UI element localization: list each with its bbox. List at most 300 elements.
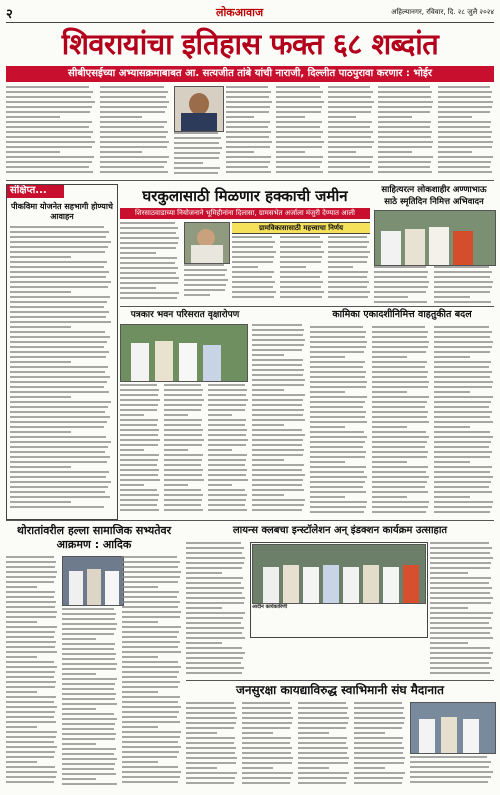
text-line (120, 252, 156, 254)
tree-story-column-1 (120, 384, 160, 516)
text-line (354, 757, 405, 759)
text-line (186, 712, 235, 714)
text-line (120, 227, 178, 229)
text-line (276, 96, 321, 98)
text-line (186, 782, 234, 784)
text-line (328, 276, 367, 278)
text-line (280, 266, 306, 268)
text-line (434, 366, 489, 368)
text-line (10, 471, 109, 473)
text-line (122, 596, 177, 598)
text-line (372, 336, 427, 338)
text-line (6, 126, 89, 128)
text-line (328, 281, 369, 283)
text-line (252, 364, 302, 366)
text-line (10, 411, 105, 413)
text-line (10, 446, 108, 448)
text-line (6, 746, 57, 748)
text-line (434, 296, 470, 298)
text-line (438, 126, 490, 128)
text-line (62, 738, 115, 740)
text-line (120, 464, 157, 466)
text-line (430, 547, 492, 549)
text-line (10, 226, 104, 228)
text-line (430, 602, 491, 604)
text-line (164, 409, 201, 411)
text-line (208, 469, 247, 471)
text-line (208, 399, 248, 401)
text-line (6, 736, 56, 738)
text-line (120, 489, 157, 491)
text-line (328, 131, 373, 133)
text-line (276, 151, 305, 153)
text-line (434, 371, 492, 373)
text-line (280, 271, 322, 273)
text-line (298, 747, 348, 749)
text-line (310, 476, 367, 478)
land-story-column-4 (280, 236, 324, 302)
right-story-photo (374, 210, 496, 266)
text-line (6, 86, 89, 88)
text-line (372, 351, 426, 353)
text-line (186, 652, 245, 654)
text-line (430, 607, 468, 609)
text-line (184, 264, 224, 266)
lions-caption-label: आदीन कार्यकारिणी (252, 604, 287, 610)
text-line (6, 91, 93, 93)
text-line (434, 326, 489, 328)
text-line (354, 747, 404, 749)
text-line (276, 171, 323, 173)
text-line (328, 246, 367, 248)
page-header (6, 4, 494, 23)
text-line (434, 341, 493, 343)
text-line (354, 722, 404, 724)
text-line (10, 506, 104, 508)
text-line (328, 126, 370, 128)
text-line (164, 449, 188, 451)
text-line (6, 751, 55, 753)
text-line (354, 707, 404, 709)
text-line (10, 451, 105, 453)
text-line (372, 391, 407, 393)
text-line (186, 662, 241, 664)
text-line (430, 652, 493, 654)
text-line (430, 572, 468, 574)
text-line (120, 444, 158, 446)
text-line (10, 336, 110, 338)
text-line (174, 142, 219, 144)
text-line (6, 626, 57, 628)
text-line (434, 466, 492, 468)
text-line (62, 648, 114, 650)
text-line (280, 286, 321, 288)
text-line (434, 486, 489, 488)
text-line (438, 86, 490, 88)
tree-story-photo (120, 324, 248, 382)
text-line (232, 276, 272, 278)
text-line (434, 501, 493, 503)
text-line (434, 441, 491, 443)
text-line (434, 346, 492, 348)
text-line (372, 506, 428, 508)
text-line (280, 256, 322, 258)
text-line (252, 384, 304, 386)
text-line (62, 748, 116, 750)
text-line (62, 638, 96, 640)
text-line (6, 761, 37, 763)
text-line (122, 696, 180, 698)
text-line (276, 146, 322, 148)
text-line (242, 767, 273, 769)
text-line (252, 479, 303, 481)
text-line (122, 611, 181, 613)
text-line (276, 141, 324, 143)
text-line (328, 151, 356, 153)
text-line (10, 316, 106, 318)
text-line (354, 772, 405, 774)
text-line (208, 484, 232, 486)
text-line (252, 464, 304, 466)
text-line (6, 166, 89, 168)
text-line (252, 449, 304, 451)
text-line (6, 161, 92, 163)
text-line (10, 401, 111, 403)
text-line (208, 479, 248, 481)
text-line (122, 681, 180, 683)
text-line (186, 672, 242, 674)
text-line (122, 606, 178, 608)
text-line (434, 266, 489, 268)
text-line (186, 772, 237, 774)
text-line (186, 622, 241, 624)
text-line (242, 742, 290, 744)
text-line (430, 612, 493, 614)
text-line (6, 631, 55, 633)
text-line (378, 166, 430, 168)
jansuraksha-story-column-3 (298, 702, 350, 790)
text-line (252, 414, 303, 416)
text-line (438, 116, 472, 118)
text-line (120, 454, 159, 456)
text-line (10, 391, 109, 393)
lions-story-headline: लायन्स क्लबचा इन्स्टॉलेशन अन् इंडक्शन कार्यक्रम उत्साहात (232, 525, 448, 536)
text-line (378, 91, 432, 93)
text-line (434, 451, 492, 453)
text-line (242, 737, 291, 739)
attack-story-headline: थोरातांवरील हल्ला सामाजिक सभ्यतेवर आक्रमण : आदिक (16, 524, 172, 551)
text-line (6, 101, 95, 103)
jansuraksha-story-column-1 (186, 702, 238, 790)
text-line (122, 741, 178, 743)
text-line (226, 116, 254, 118)
text-line (122, 676, 177, 678)
text-line (252, 484, 302, 486)
text-line (354, 742, 402, 744)
text-line (310, 411, 366, 413)
text-line (164, 464, 201, 466)
text-line (120, 267, 178, 269)
text-line (6, 716, 54, 718)
text-line (354, 782, 402, 784)
text-line (310, 346, 366, 348)
text-line (434, 411, 492, 413)
text-line (122, 646, 178, 648)
text-line (372, 481, 427, 483)
text-line (298, 717, 349, 719)
text-line (298, 782, 346, 784)
text-line (434, 436, 493, 438)
text-line (62, 688, 114, 690)
text-line (100, 156, 169, 158)
text-line (6, 621, 37, 623)
text-line (310, 386, 366, 388)
text-line (438, 96, 491, 98)
text-line (6, 651, 57, 653)
lead-story-column-2 (100, 86, 170, 178)
jansuraksha-story-column-2 (242, 702, 294, 790)
text-line (378, 96, 431, 98)
text-line (374, 301, 427, 303)
lions-story-column-2 (430, 542, 494, 678)
text-line (122, 671, 179, 673)
text-line (184, 294, 210, 296)
text-line (10, 231, 109, 233)
text-line (208, 464, 245, 466)
text-line (186, 617, 243, 619)
text-line (186, 727, 234, 729)
text-line (438, 136, 491, 138)
text-line (186, 762, 236, 764)
text-line (430, 672, 490, 674)
section-divider (6, 520, 494, 521)
text-line (174, 147, 222, 149)
text-line (164, 489, 201, 491)
text-line (164, 509, 203, 511)
text-line (276, 126, 320, 128)
text-line (208, 504, 245, 506)
text-line (122, 576, 180, 578)
text-line (328, 166, 370, 168)
text-line (328, 171, 373, 173)
text-line (372, 371, 428, 373)
text-line (186, 562, 244, 564)
text-line (208, 499, 246, 501)
text-line (122, 666, 181, 668)
text-line (10, 246, 108, 248)
text-line (242, 752, 291, 754)
text-line (276, 131, 323, 133)
text-line (280, 241, 323, 243)
text-line (374, 281, 429, 283)
text-line (122, 691, 158, 693)
text-line (372, 451, 428, 453)
text-line (252, 339, 305, 341)
text-line (372, 366, 425, 368)
text-line (410, 781, 488, 783)
text-line (438, 101, 493, 103)
text-line (372, 446, 425, 448)
text-line (120, 409, 157, 411)
text-line (434, 511, 490, 513)
text-line (186, 747, 236, 749)
text-line (378, 171, 432, 173)
text-line (62, 618, 115, 620)
text-line (10, 261, 107, 263)
text-line (310, 436, 367, 438)
text-line (6, 731, 57, 733)
text-line (122, 641, 180, 643)
section-divider (6, 180, 494, 181)
text-line (122, 701, 178, 703)
text-line (430, 657, 491, 659)
text-line (6, 741, 54, 743)
right-story-column-1 (374, 266, 430, 310)
text-line (252, 489, 304, 491)
text-line (164, 399, 204, 401)
text-line (372, 341, 429, 343)
text-line (122, 621, 158, 623)
text-line (276, 121, 322, 123)
text-line (372, 426, 407, 428)
text-line (122, 631, 179, 633)
text-line (120, 459, 158, 461)
text-line (100, 106, 167, 108)
text-line (208, 414, 232, 416)
text-line (174, 137, 221, 139)
text-line (434, 381, 493, 383)
text-line (310, 466, 366, 468)
text-line (310, 431, 364, 433)
text-line (372, 501, 429, 503)
text-line (226, 136, 269, 138)
text-line (120, 237, 179, 239)
text-line (276, 136, 321, 138)
text-line (120, 394, 158, 396)
text-line (430, 597, 493, 599)
edition-date: अहिल्यानगर, रविवार, दि. २८ जुलै २०२४ (391, 8, 494, 16)
text-line (252, 359, 303, 361)
lead-story-portrait (174, 86, 224, 132)
text-line (310, 391, 345, 393)
text-line (120, 384, 157, 386)
text-line (164, 394, 202, 396)
text-line (120, 282, 178, 284)
text-line (10, 301, 107, 303)
text-line (10, 276, 106, 278)
text-line (6, 706, 57, 708)
tree-story-headline: पत्रकार भवन परिसरात वृक्षारोपण (130, 310, 240, 320)
text-line (62, 663, 117, 665)
text-line (6, 671, 55, 673)
text-line (122, 776, 180, 778)
text-line (120, 504, 157, 506)
text-line (226, 111, 269, 113)
text-line (186, 577, 243, 579)
text-line (372, 356, 407, 358)
text-line (252, 469, 302, 471)
text-line (310, 441, 365, 443)
text-line (310, 446, 363, 448)
text-line (434, 386, 492, 388)
text-line (252, 459, 284, 461)
text-line (430, 567, 490, 569)
text-line (10, 486, 108, 488)
text-line (10, 341, 107, 343)
text-line (6, 586, 37, 588)
text-line (232, 261, 273, 263)
text-line (372, 326, 425, 328)
text-line (378, 161, 431, 163)
tree-story-column-4 (252, 324, 306, 516)
text-line (10, 236, 106, 238)
text-line (62, 743, 96, 745)
land-story-column-1 (120, 222, 180, 302)
text-line (276, 156, 323, 158)
text-line (252, 409, 304, 411)
text-line (120, 389, 159, 391)
text-line (62, 733, 116, 735)
text-line (430, 557, 493, 559)
text-line (62, 773, 116, 775)
text-line (226, 141, 272, 143)
text-line (120, 287, 156, 289)
text-line (6, 606, 55, 608)
text-line (328, 101, 374, 103)
text-line (62, 678, 117, 680)
text-line (242, 762, 292, 764)
text-line (242, 732, 273, 734)
text-line (174, 167, 220, 169)
text-line (310, 456, 365, 458)
text-line (226, 131, 271, 133)
text-line (122, 566, 178, 568)
text-line (122, 586, 158, 588)
text-line (310, 361, 365, 363)
text-line (252, 399, 303, 401)
text-line (120, 292, 179, 294)
text-line (252, 389, 284, 391)
text-line (208, 494, 247, 496)
text-line (186, 722, 236, 724)
text-line (10, 416, 110, 418)
text-line (62, 623, 117, 625)
lions-story-column-1 (186, 542, 246, 678)
text-line (252, 439, 303, 441)
text-line (10, 351, 109, 353)
text-line (298, 712, 347, 714)
text-line (186, 657, 243, 659)
text-line (226, 101, 272, 103)
text-line (10, 321, 111, 323)
text-line (122, 751, 179, 753)
text-line (374, 291, 426, 293)
text-line (298, 757, 349, 759)
text-line (186, 737, 235, 739)
text-line (310, 401, 365, 403)
section-divider (120, 306, 494, 307)
text-line (62, 708, 96, 710)
text-line (10, 426, 104, 428)
text-line (410, 761, 491, 763)
text-line (208, 449, 232, 451)
text-line (184, 289, 225, 291)
text-line (10, 436, 106, 438)
text-line (226, 171, 271, 173)
text-line (120, 494, 159, 496)
attack-story-column-1 (6, 556, 58, 790)
text-line (430, 667, 492, 669)
